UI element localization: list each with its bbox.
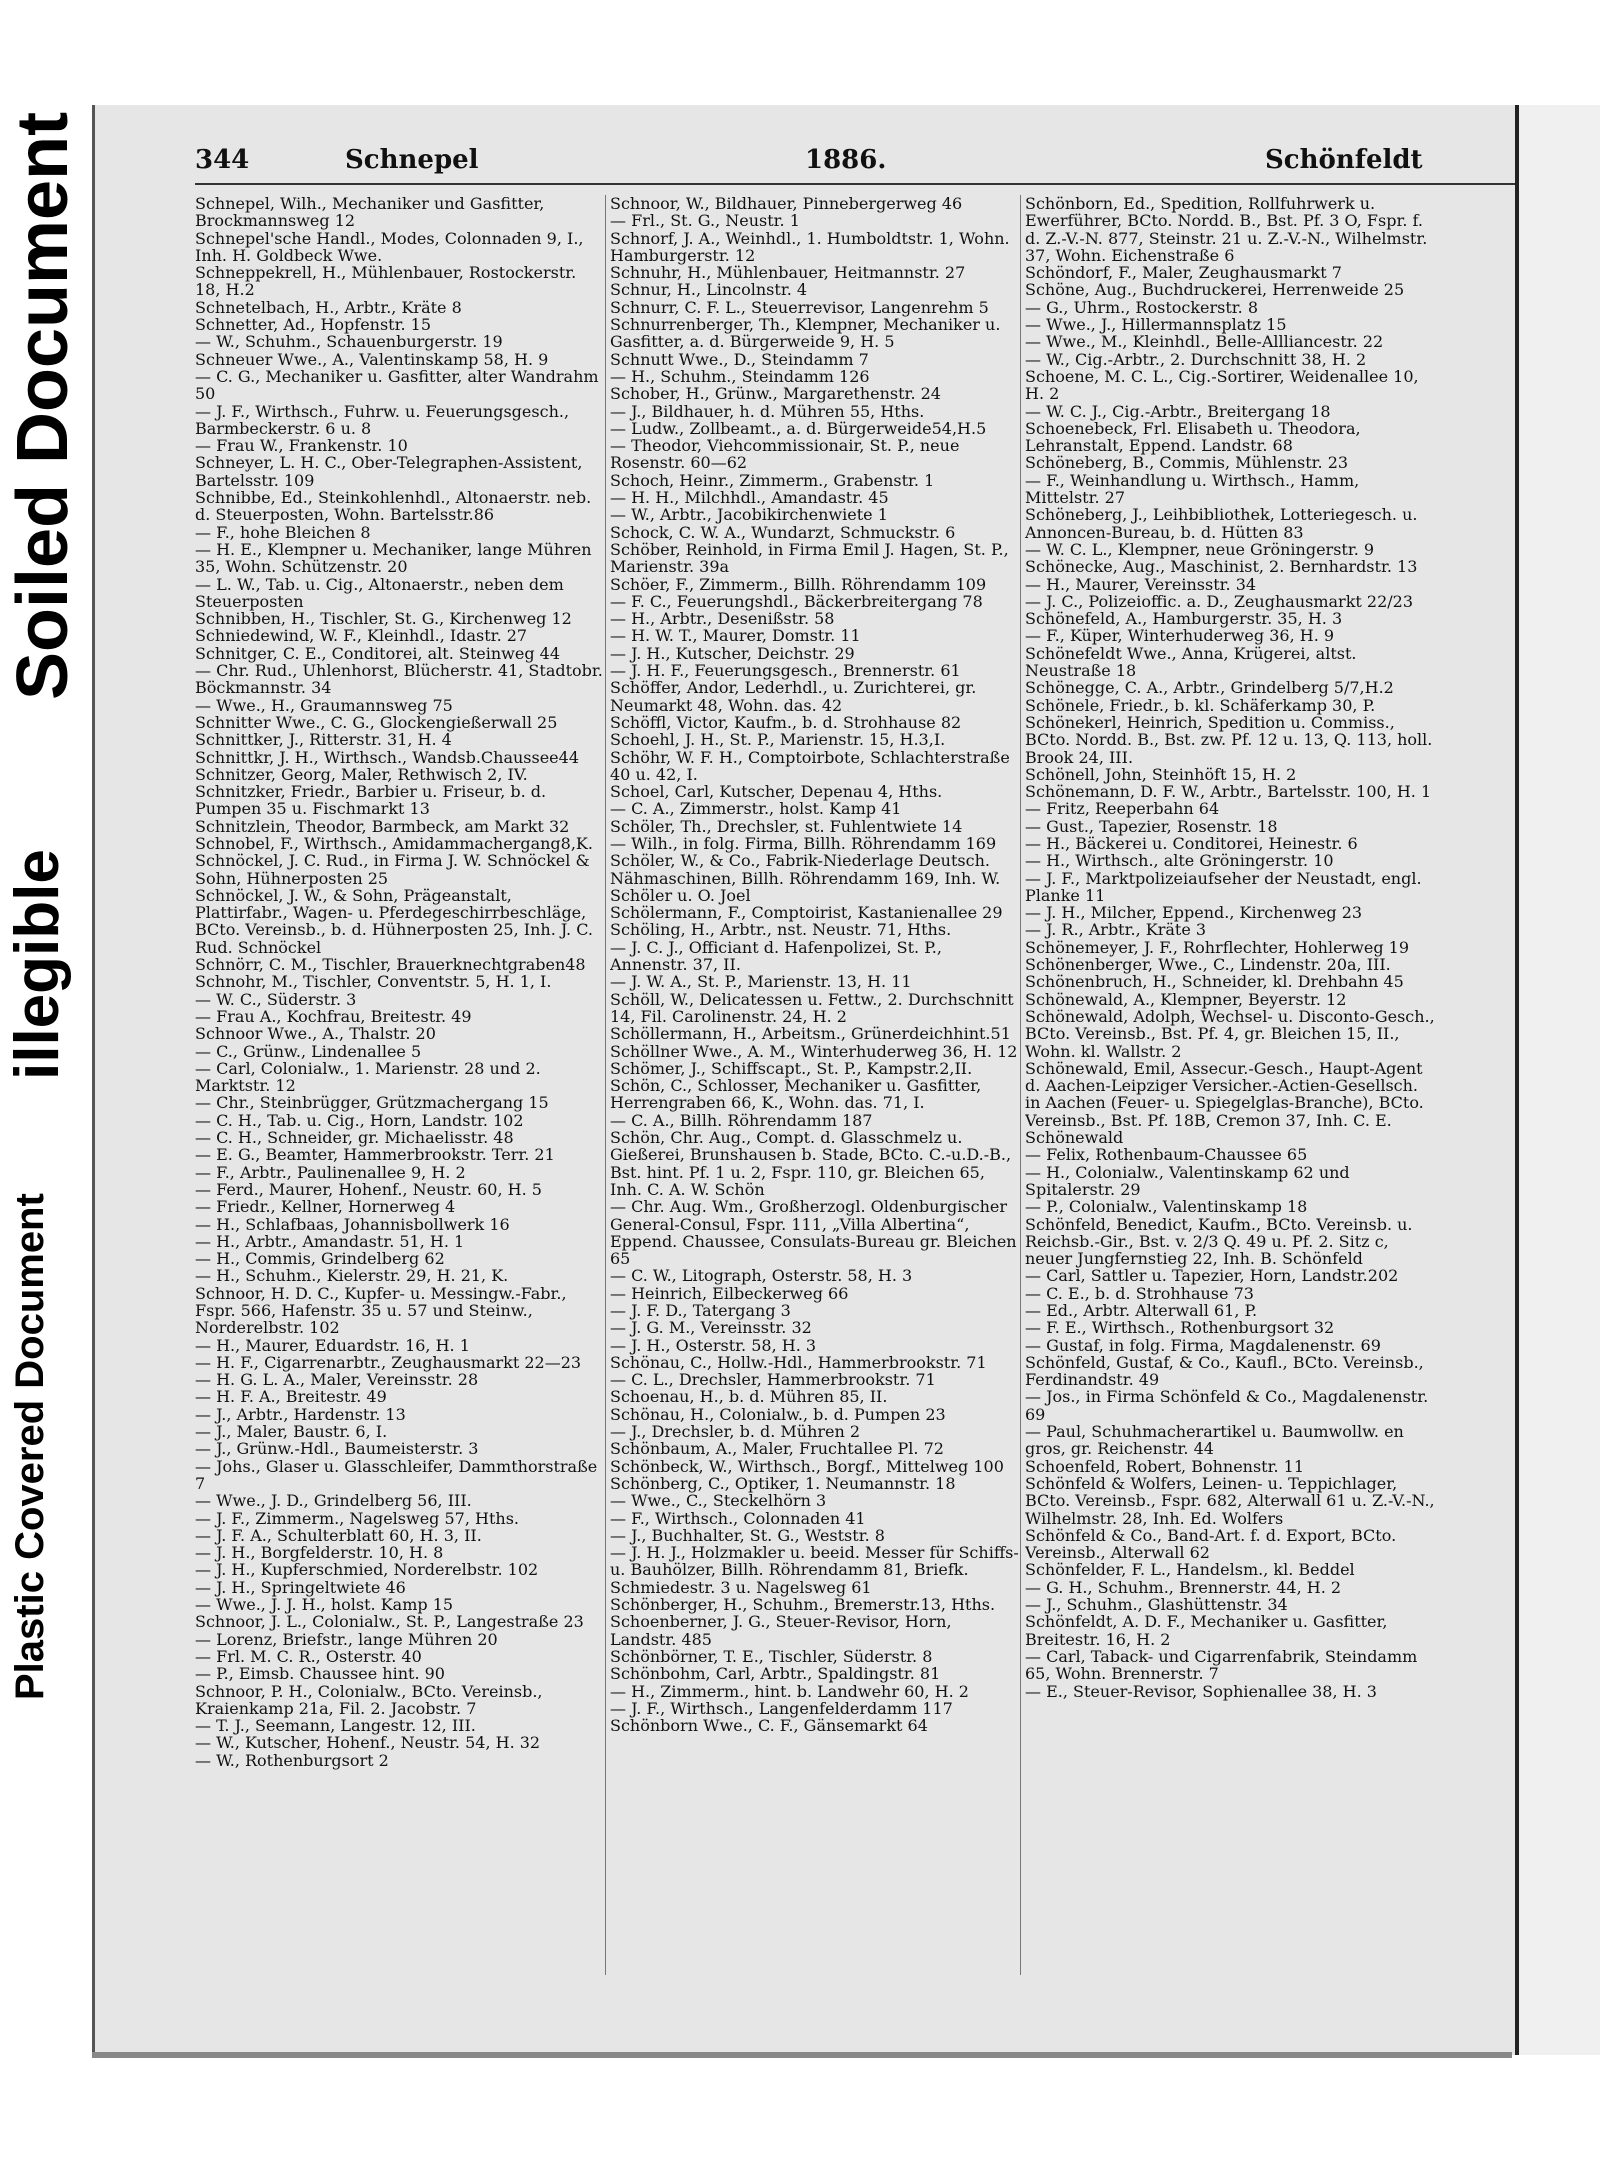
directory-entry: Schnurrenberger, Th., Klempner, Mechaniker u. Gasfitter, a. d. Bürgerweide 9, H. 5 [610,315,1001,352]
directory-entry: Schönborn, Ed., Spedition, Rollfuhrwerk u. Ewerführer, BCto. Nordd. B., Bst. Pf. 3 O, Fspr. f. d. Z.-V.-N. 877, Steinstr. 21 u. Z.-V.-N., Wilhelmstr. 37, Wohn. Eichenstraße 6 [1025,195,1428,265]
directory-entry: Schnobel, F., Wirthsch., Amidammachergang8,K. [195,833,593,853]
directory-entry: — C. A., Zimmerstr., holst. Kamp 41 [610,799,902,819]
directory-entry: Schönberger, H., Schuhm., Bremerstr.13, Hths. [610,1595,996,1615]
directory-entry: — F., Arbtr., Paulinenallee 9, H. 2 [195,1162,466,1182]
directory-entry: Schnorf, J. A., Weinhdl., 1. Humboldtstr. 1, Wohn. Hamburgerstr. 12 [610,228,1010,265]
directory-entry: — E. G., Beamter, Hammerbrookstr. Terr. 21 [195,1145,555,1165]
directory-entry: Schnöckel, J. C. Rud., in Firma J. W. Schnöckel & Sohn, Hühnerposten 25 [195,851,590,888]
soiled-document-label: Soiled Document [3,111,83,700]
directory-entry: Schönbaum, A., Maler, Fruchtallee Pl. 72 [610,1439,944,1459]
directory-entry: Schönbohm, Carl, Arbtr., Spaldingstr. 81 [610,1664,941,1684]
directory-entry: Schönfeld, Benedict, Kaufm., BCto. Vereinsb. u. Reichsb.-Gir., Bst. v. 2/3 Q. 49 u. Pf. 2. Sitz c, neuer Jungfernstieg 22, Inh. B. Schönfeld [1025,1214,1413,1269]
directory-entry: — J. R., Arbtr., Kräte 3 [1025,920,1207,940]
directory-entry: — F., Küper, Winterhuderweg 36, H. 9 [1025,626,1335,646]
directory-entry: Schöber, Reinhold, in Firma Emil J. Hagen, St. P., Marienstr. 39a [610,539,1009,577]
directory-entry: Schönenbruch, H., Schneider, kl. Drehbahn 45 [1025,972,1404,992]
header-year: 1886. [805,145,887,175]
directory-entry: Schöler, W., & Co., Fabrik-Niederlage Deutsch. Nähmaschinen, Billh. Röhrendamm 169, Inh. W. Schöler u. O. Joel [610,851,1001,905]
directory-entry: Schönberg, C., Optiker, 1. Neumannstr. 18 [610,1473,956,1493]
header-rule [195,183,1515,185]
directory-entry: — C., Grünw., Lindenallee 5 [195,1041,422,1061]
directory-entry: Schön, Chr. Aug., Compt. d. Glasschmelz u. Gießerei, Brunshausen b. Stade, BCto. C.-u.D.-B., Bst. hint. Pf. 1 u. 2, Fspr. 110, gr. Bleichen 65, Inh. C. A. W. Schön [610,1128,1012,1199]
scan-margin [0,0,90,2177]
directory-entry: Schöne, Aug., Buchdruckerei, Herrenweide 25 [1025,280,1405,300]
directory-entry: Schöffl, Victor, Kaufm., b. d. Strohhause 82 [610,712,962,732]
directory-entry: Schönfeld & Wolfers, Leinen- u. Teppichlager, BCto. Vereinsb., Fspr. 682, Alterwall 61 u. Z.-V.-N., Wilhelmstr. 28, Inh. Ed. Wolfers [1025,1473,1435,1528]
directory-entry: Schnittker, J., Ritterstr. 31, H. 4 [195,730,452,750]
directory-entry: — Carl, Sattler u. Tapezier, Horn, Landstr.202 [1025,1266,1399,1286]
directory-entry: — F., Wirthsch., Colonnaden 41 [610,1508,866,1528]
directory-entry: — Jos., in Firma Schönfeld & Co., Magdalenenstr. 69 [1025,1387,1429,1424]
directory-entry: — P., Eimsb. Chaussee hint. 90 [195,1664,445,1684]
directory-column-3 [1025,195,1435,1975]
directory-entry: — J. G. M., Vereinsstr. 32 [610,1318,812,1338]
directory-entry: Schnetter, Ad., Hopfenstr. 15 [195,315,432,335]
directory-entry: — H., Schuhm., Steindamm 126 [610,366,870,386]
directory-entry: Schönenberger, Wwe., C., Lindenstr. 20a, III. [1025,955,1391,975]
directory-entry: Schnepel, Wilh., Mechaniker und Gasfitter, Brockmannsweg 12 [195,195,545,231]
directory-entry: — T. J., Seemann, Langestr. 12, III. [195,1716,476,1736]
directory-entry: Schönecke, Aug., Maschinist, 2. Bernhardstr. 13 [1025,557,1418,577]
directory-entry: — J. F. D., Tatergang 3 [610,1301,791,1320]
directory-entry: — Felix, Rothenbaum-Chaussee 65 [1025,1145,1308,1165]
directory-entry: — J. H. F., Feuerungsgesch., Brennerstr. 61 [610,661,961,681]
directory-entry: Schölermann, F., Comptoirist, Kastanienallee 29 [610,903,1003,923]
directory-entry: — H. G. L. A., Maler, Vereinsstr. 28 [195,1370,479,1390]
directory-entry: Schoene, M. C. L., Cig.-Sortirer, Weidenallee 10, H. 2 [1025,366,1419,404]
directory-entry: Schnurr, C. F. L., Steuerrevisor, Langenrehm 5 [610,297,989,317]
directory-entry: Schönfeld, Gustaf, & Co., Kaufl., BCto. Vereinsb., Ferdinandstr. 49 [1025,1352,1424,1390]
column-divider [1020,195,1021,1975]
directory-entry: — H. F. A., Breitestr. 49 [195,1387,387,1407]
directory-column-1 [195,195,605,1975]
directory-entry: Schnoor, W., Bildhauer, Pinnebergerweg 46 [610,195,963,213]
directory-entry: — Theodor, Viehcommissionair, St. P., neue Rosenstr. 60—62 [610,436,960,473]
directory-entry: Schnohr, M., Tischler, Conventstr. 5, H. 1, I. [195,972,552,992]
directory-entry: — C. E., b. d. Strohhause 73 [1025,1283,1254,1303]
directory-entry: Schnibbe, Ed., Steinkohlenhdl., Altonaerstr. neb. d. Steuerposten, Wohn. Bartelsstr.86 [195,488,592,525]
directory-entry: — J. F., Wirthsch., Langenfelderdamm 117 [610,1698,953,1718]
directory-entry: — F., hohe Bleichen 8 [195,522,371,542]
directory-entry: Schneppekrell, H., Mühlenbauer, Rostockerstr. 18, H.2 [195,263,577,300]
directory-entry: — G., Uhrm., Rostockerstr. 8 [1025,297,1259,317]
directory-entry: Schönegge, C. A., Arbtr., Grindelberg 5/7,H.2 [1025,678,1394,698]
directory-entry: Schönemann, D. F. W., Arbtr., Bartelsstr. 100, H. 1 [1025,782,1432,802]
directory-entry: — H., Arbtr., Amandastr. 51, H. 1 [195,1231,465,1251]
directory-entry: — J. F. A., Schulterblatt 60, H. 3, II. [195,1525,482,1545]
directory-entry: Schoenberner, J. G., Steuer-Revisor, Horn, Landstr. 485 [610,1612,952,1649]
directory-entry: Schnitzlein, Theodor, Barmbeck, am Markt 32 [195,816,570,836]
directory-entry: Schönefeldt Wwe., Anna, Krügerei, altst. Neustraße 18 [1025,643,1357,681]
directory-entry: — Chr. Rud., Uhlenhorst, Blücherstr. 41, Stadtobr. Böckmannstr. 34 [195,661,603,698]
directory-entry: Schneuer Wwe., A., Valentinskamp 58, H. 9 [195,349,549,369]
directory-column-2 [610,195,1020,1975]
directory-entry: — Ferd., Maurer, Hohenf., Neustr. 60, H. 5 [195,1179,542,1199]
directory-entry: — J. W. A., St. P., Marienstr. 13, H. 11 [610,972,912,992]
directory-entry: — Wwe., C., Steckelhörn 3 [610,1491,827,1511]
directory-entry: Schock, C. W. A., Wundarzt, Schmuckstr. 6 [610,522,956,542]
directory-entry: — H., Bäckerei u. Conditorei, Heinestr. 6 [1025,833,1358,853]
directory-entry: Schöllermann, H., Arbeitsm., Grünerdeichhint.51 [610,1024,1011,1044]
directory-entry: Schnepel'sche Handl., Modes, Colonnaden 9, I., Inh. H. Goldbeck Wwe. [195,228,584,265]
directory-entry: — L. W., Tab. u. Cig., Altonaerstr., neben dem Steuerposten [195,574,564,611]
directory-entry: — J. H. J., Holzmakler u. beeid. Messer für Schiffs- u. Bauhölzer, Billh. Röhrendamm 81, Briefk. Schmiedestr. 3 u. Nagelsweg 61 [610,1543,1019,1597]
header-left-word: Schnepel [345,145,479,175]
page-number: 344 [195,145,250,175]
directory-entry: — J., Maler, Baustr. 6, I. [195,1422,388,1442]
directory-entry: — J. F., Wirthsch., Fuhrw. u. Feuerungsgesch., Barmbeckerstr. 6 u. 8 [195,401,570,438]
directory-entry: Schnoor Wwe., A., Thalstr. 20 [195,1024,436,1044]
directory-entry: Schnitzer, Georg, Maler, Rethwisch 2, IV. [195,764,528,784]
directory-entry: Schnittkr, J. H., Wirthsch., Wandsb.Chaussee44 [195,747,580,767]
directory-entry: — Wwe., J. D., Grindelberg 56, III. [195,1491,472,1511]
directory-entry: — H., Arbtr., Desenißstr. 58 [610,609,835,629]
directory-entry: Schönfelder, F. L., Handelsm., kl. Beddel [1025,1560,1355,1580]
directory-entry: — Paul, Schuhmacherartikel u. Baumwollw. en gros, gr. Reichenstr. 44 [1025,1422,1404,1459]
directory-entry: — C. H., Schneider, gr. Michaelisstr. 48 [195,1128,514,1148]
directory-entry: — J., Bildhauer, h. d. Mühren 55, Hths. [610,401,925,421]
directory-entry: — W., Kutscher, Hohenf., Neustr. 54, H. 32 [195,1733,541,1753]
directory-entry: Schömer, J., Schiffscapt., St. P., Kampstr.2,II. [610,1058,973,1078]
directory-entry: — J. H., Borgfelderstr. 10, H. 8 [195,1543,444,1563]
directory-entry: — Heinrich, Eilbeckerweg 66 [610,1283,849,1303]
directory-entry: Schoenau, H., b. d. Mühren 85, II. [610,1387,888,1407]
directory-entry: — Frl., St. G., Neustr. 1 [610,211,800,231]
directory-entry: — H., Commis, Grindelberg 62 [195,1249,445,1269]
directory-entry: Schöler, Th., Drechsler, st. Fuhlentwiete 14 [610,816,963,836]
directory-entry: — H. E., Klempner u. Mechaniker, lange Mühren 35, Wohn. Schützenstr. 20 [195,539,592,577]
directory-entry: — H., Maurer, Eduardstr. 16, H. 1 [195,1335,470,1355]
directory-entry: — H., Schuhm., Kielerstr. 29, H. 21, K. [195,1266,509,1286]
directory-entry: — J., Buchhalter, St. G., Weststr. 8 [610,1525,885,1545]
directory-entry: Schönemeyer, J. F., Rohrflechter, Hohlerweg 19 [1025,937,1410,957]
directory-entry: Schönewald, Adolph, Wechsel- u. Disconto-Gesch., BCto. Vereinsb., Bst. Pf. 4, gr. Bleichen 15, II., Wohn. kl. Wallstr. 2 [1025,1006,1435,1061]
directory-entry: — Wwe., M., Kleinhdl., Belle-Allliancestr. 22 [1025,332,1384,352]
directory-entry: Schönele, Friedr., b. kl. Schäferkamp 30, P. [1025,695,1376,715]
directory-entry: — Gust., Tapezier, Rosenstr. 18 [1025,816,1278,836]
directory-entry: — Chr., Steinbrügger, Grützmachergang 15 [195,1093,549,1113]
page-content [195,145,1515,2025]
directory-entry: Schoel, Carl, Kutscher, Depenau 4, Hths. [610,782,943,802]
directory-entry: — J. F., Zimmerm., Nagelsweg 57, Hths. [195,1508,520,1528]
directory-entry: — W. C. L., Klempner, neue Gröningerstr. 9 [1025,539,1375,559]
directory-entry: — W. C. J., Cig.-Arbtr., Breitergang 18 [1025,401,1331,421]
directory-entry: Schnitzker, Friedr., Barbier u. Friseur, b. d. Pumpen 35 u. Fischmarkt 13 [195,782,547,819]
directory-entry: — Wwe., J. J. H., holst. Kamp 15 [195,1595,454,1615]
directory-entry: — W., Schuhm., Schauenburgerstr. 19 [195,332,503,352]
directory-entry: Schönborn Wwe., C. F., Gänsemarkt 64 [610,1716,928,1736]
illegible-label: illegible [3,849,72,1080]
directory-entry: Schöffer, Andor, Lederhdl., u. Zurichterei, gr. Neumarkt 48, Wohn. das. 42 [610,678,977,715]
directory-entry: — W. C., Süderstr. 3 [195,989,357,1009]
directory-entry: — E., Steuer-Revisor, Sophienallee 38, H. 3 [1025,1681,1377,1701]
header-right-word: Schönfeldt [1265,145,1423,175]
directory-entry: Schoenfeld, Robert, Bohnenstr. 11 [1025,1456,1305,1476]
directory-entry: — H., Zimmerm., hint. b. Landwehr 60, H. 2 [610,1681,969,1701]
directory-entry: Schöllner Wwe., A. M., Winterhuderweg 36, H. 12 [610,1041,1018,1061]
directory-entry: — Johs., Glaser u. Glasschleifer, Dammthorstraße 7 [195,1456,598,1493]
directory-entry: — J. F., Marktpolizeiaufseher der Neustadt, engl. Planke 11 [1025,868,1422,905]
directory-entry: — J., Arbtr., Hardenstr. 13 [195,1404,406,1424]
directory-entry: — Gustaf, in folg. Firma, Magdalenenstr. 69 [1025,1335,1381,1355]
directory-entry: Schönewald, Emil, Assecur.-Gesch., Haupt-Agent d. Aachen-Leipziger Versicher.-Actien-Gesellsch. in Aachen (Feuer- u. Spiegelglas-Branche), BCto. Vereinsb., Bst. Pf. 18B, Cremon 37, Inh. C. E. Schönewald [1025,1058,1424,1148]
directory-entry: Schoenebeck, Frl. Elisabeth u. Theodora, Lehranstalt, Eppend. Landstr. 68 [1025,418,1361,456]
directory-entry: — G. H., Schuhm., Brennerstr. 44, H. 2 [1025,1577,1342,1597]
directory-entry: Schoehl, J. H., St. P., Marienstr. 15, H.3,I. [610,730,946,750]
directory-entry: Schnoor, H. D. C., Kupfer- u. Messingw.-Fabr., Fspr. 566, Hafenstr. 35 u. 57 und Steinw., Norderelbstr. 102 [195,1283,567,1338]
directory-entry: — C. H., Tab. u. Cig., Horn, Landstr. 102 [195,1110,524,1130]
directory-entry: — Friedr., Kellner, Hornerweg 4 [195,1197,456,1217]
directory-entry: Schnibben, H., Tischler, St. G., Kirchenweg 12 [195,609,572,629]
directory-entry: Schönbeck, W., Wirthsch., Borgf., Mittelweg 100 [610,1456,1004,1476]
directory-entry: — Carl, Taback- und Cigarrenfabrik, Steindamm 65, Wohn. Brennerstr. 7 [1025,1646,1418,1684]
directory-entry: — J. C. J., Officiant d. Hafenpolizei, St. P., Annenstr. 37, II. [610,937,942,975]
directory-entry: — J. H., Kupferschmied, Norderelbstr. 102 [195,1560,539,1580]
directory-entry: Schnörr, C. M., Tischler, Brauerknechtgraben48 [195,955,586,975]
directory-entry: — F. E., Wirthsch., Rothenburgsort 32 [1025,1318,1335,1338]
directory-entry: Schönewald, A., Klempner, Beyerstr. 12 [1025,989,1347,1009]
directory-entry: Schöneberg, B., Commis, Mühlenstr. 23 [1025,453,1349,473]
directory-entry: Schön, C., Schlosser, Mechaniker u. Gasfitter, Herrengraben 66, K., Wohn. das. 71, I. [610,1076,982,1113]
directory-entry: Schnöckel, J. W., & Sohn, Prägeanstalt, Plattirfabr., Wagen- u. Pferdegeschirrbeschläge, BCto. Vereinsb., b. d. Hühnerposten 25, Inh. J. C. Rud. Schnöckel [195,885,593,957]
directory-entry: — C. G., Mechaniker u. Gasfitter, alter Wandrahm 50 [195,366,599,404]
directory-entry: — J. H., Osterstr. 58, H. 3 [610,1335,817,1355]
directory-entry: — H. H., Milchhdl., Amandastr. 45 [610,488,889,508]
directory-entry: Schönau, C., Hollw.-Hdl., Hammerbrookstr. 71 [610,1352,987,1372]
directory-entry: — J. H., Kutscher, Deichstr. 29 [610,643,855,663]
directory-entry: Schönbörner, T. E., Tischler, Süderstr. 8 [610,1646,933,1666]
directory-entry: — J., Schuhm., Glashüttenstr. 34 [1025,1595,1288,1615]
adjacent-page-edge [1515,105,1600,2055]
directory-entry: Schönekerl, Heinrich, Spedition u. Commiss., BCto. Nordd. B., Bst. zw. Pf. 12 u. 13, Q. 113, holl. Brook 24, III. [1025,712,1433,767]
column-divider [605,195,606,1975]
directory-entry: Schöling, H., Arbtr., nst. Neustr. 71, Hths. [610,920,952,940]
directory-entry: — C. L., Drechsler, Hammerbrookstr. 71 [610,1370,936,1390]
directory-entry: Schnitger, C. E., Conditorei, alt. Steinweg 44 [195,643,561,663]
directory-entry: — Wilh., in folg. Firma, Billh. Röhrendamm 169 [610,833,997,853]
directory-entry: — H., Schlafbaas, Johannisbollwerk 16 [195,1214,510,1234]
directory-entry: — J. H., Springeltwiete 46 [195,1577,406,1597]
directory-entry: — C. W., Litograph, Osterstr. 58, H. 3 [610,1266,913,1286]
directory-page [92,105,1515,2055]
directory-entry: Schnetelbach, H., Arbtr., Kräte 8 [195,297,462,317]
directory-entry: — Lorenz, Briefstr., lange Mühren 20 [195,1629,498,1649]
directory-entry: Schöneberg, J., Leihbibliothek, Lotteriegesch. u. Annoncen-Bureau, b. d. Hütten 83 [1025,505,1418,542]
directory-entry: — J., Drechsler, b. d. Mühren 2 [610,1422,861,1442]
directory-entry: — F. C., Feuerungshdl., Bäckerbreitergang 78 [610,591,983,611]
directory-entry: — H. F., Cigarrenarbtr., Zeughausmarkt 22—23 [195,1352,582,1372]
directory-entry: Schoch, Heinr., Zimmerm., Grabenstr. 1 [610,470,935,490]
directory-entry: — Ludw., Zollbeamt., a. d. Bürgerweide54,H.5 [610,418,987,438]
directory-entry: Schönfeldt, A. D. F., Mechaniker u. Gasfitter, Breitestr. 16, H. 2 [1025,1612,1388,1649]
directory-entry: Schnoor, J. L., Colonialw., St. P., Langestraße 23 [195,1612,584,1632]
directory-entry: — Wwe., H., Graumannsweg 75 [195,695,453,715]
directory-entry: — Frau W., Frankenstr. 10 [195,436,408,456]
page-header [195,145,1515,185]
directory-entry: — C. A., Billh. Röhrendamm 187 [610,1110,873,1130]
directory-entry: Schönell, John, Steinhöft 15, H. 2 [1025,764,1297,784]
plastic-covered-label: Plastic Covered Document [8,1193,52,1700]
directory-entry: — Carl, Colonialw., 1. Marienstr. 28 und 2. Marktstr. 12 [195,1058,541,1096]
directory-entry: Schöhr, W. F. H., Comptoirbote, Schlachterstraße 40 u. 42, I. [610,747,1010,784]
directory-entry: Schnoor, P. H., Colonialw., BCto. Vereinsb., Kraienkamp 21a, Fil. 2. Jacobstr. 7 [195,1681,543,1718]
directory-entry: Schöll, W., Delicatessen u. Fettw., 2. Durchschnitt 14, Fil. Carolinenstr. 24, H. 2 [610,989,1014,1026]
directory-entry: — J., Grünw.-Hdl., Baumeisterstr. 3 [195,1439,479,1459]
directory-entry: — F., Weinhandlung u. Wirthsch., Hamm, Mittelstr. 27 [1025,470,1360,508]
directory-entry: — W., Cig.-Arbtr., 2. Durchschnitt 38, H. 2 [1025,349,1367,369]
directory-entry: Schnuhr, H., Mühlenbauer, Heitmannstr. 27 [610,263,966,283]
directory-entry: — W., Arbtr., Jacobikirchenwiete 1 [610,505,888,525]
page-bottom-edge [92,2052,1512,2058]
directory-entry: — H., Wirthsch., alte Gröningerstr. 10 [1025,851,1334,871]
directory-entry: — Frl. M. C. R., Osterstr. 40 [195,1646,422,1666]
directory-entry: Schnitter Wwe., C. G., Glockengießerwall 25 [195,712,558,732]
directory-entry: Schnutt Wwe., D., Steindamm 7 [610,349,869,369]
directory-entry: — Frau A., Kochfrau, Breitestr. 49 [195,1006,472,1026]
directory-entry: Schneyer, L. H. C., Ober-Telegraphen-Assistent, Bartelsstr. 109 [195,453,583,490]
directory-entry: — J. H., Milcher, Eppend., Kirchenweg 23 [1025,903,1363,923]
directory-entry: Schnur, H., Lincolnstr. 4 [610,280,808,300]
directory-entry: — Chr. Aug. Wm., Großherzogl. Oldenburgischer General-Consul, Fspr. 111, „Villa Albertina“, Eppend. Chaussee, Consulats-Bureau gr. Bleichen 65 [610,1197,1017,1269]
directory-entry: Schönau, H., Colonialw., b. d. Pumpen 23 [610,1404,946,1424]
directory-entry: — W., Rothenburgsort 2 [195,1750,389,1770]
directory-entry: Schönefeld, A., Hamburgerstr. 35, H. 3 [1025,609,1343,629]
directory-entry: — Ed., Arbtr. Alterwall 61, P. [1025,1301,1258,1320]
directory-entry: — H., Colonialw., Valentinskamp 62 und Spitalerstr. 29 [1025,1162,1350,1199]
directory-entry: — Wwe., J., Hillermannsplatz 15 [1025,315,1287,335]
directory-entry: — H. W. T., Maurer, Domstr. 11 [610,626,861,646]
directory-entry: — P., Colonialw., Valentinskamp 18 [1025,1197,1308,1217]
directory-entry: Schöer, F., Zimmerm., Billh. Röhrendamm 109 [610,574,987,594]
directory-entry: Schönfeld & Co., Band-Art. f. d. Export, BCto. Vereinsb., Alterwall 62 [1025,1525,1397,1563]
directory-entry: — J. C., Polizeioffic. a. D., Zeughausmarkt 22/23 [1025,591,1414,611]
directory-entry: — Fritz, Reeperbahn 64 [1025,799,1220,819]
directory-entry: Schober, H., Grünw., Margarethenstr. 24 [610,384,941,404]
directory-entry: — H., Maurer, Vereinsstr. 34 [1025,574,1257,594]
directory-entry: Schöndorf, F., Maler, Zeughausmarkt 7 [1025,263,1342,283]
directory-entry: Schniedewind, W. F., Kleinhdl., Idastr. 27 [195,626,528,646]
